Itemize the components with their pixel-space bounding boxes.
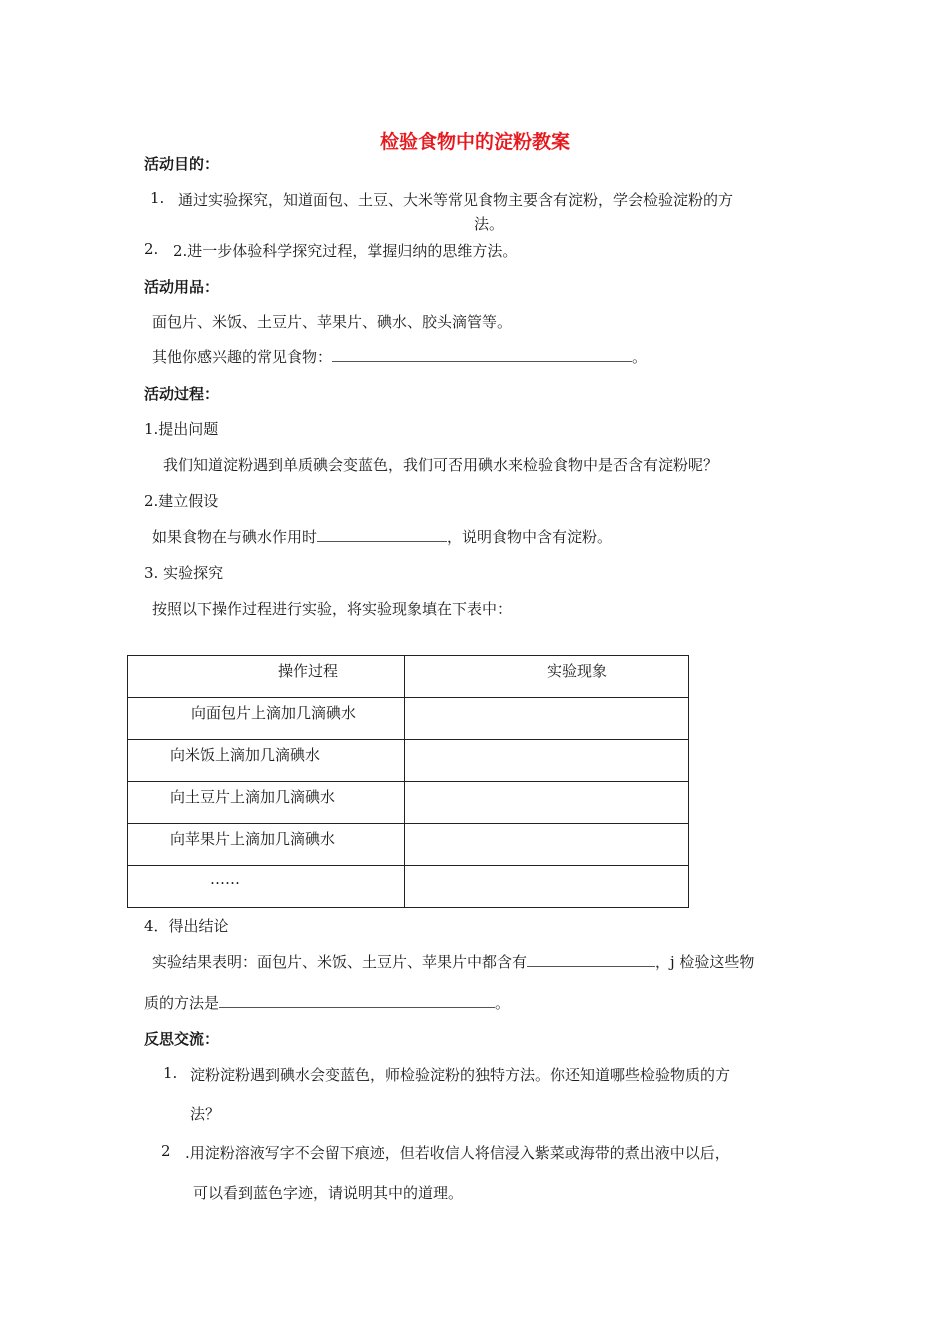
conclusion-blank-1[interactable] [527, 952, 655, 967]
observation-cell[interactable] [405, 866, 689, 908]
materials-heading: 活动用品： [144, 278, 220, 296]
procedure-cell: …… [128, 866, 405, 908]
objective-1-line2: 法。 [474, 215, 505, 233]
table-row [128, 824, 689, 866]
conclusion-line1 [152, 951, 754, 972]
reflection-1-number: 1. [163, 1064, 178, 1082]
reflection-1-line1: 淀粉淀粉遇到碘水会变蓝色，师检验淀粉的独特方法。你还知道哪些检验物质的方 [190, 1066, 731, 1084]
table-row [128, 740, 689, 782]
procedure-cell: 向土豆片上滴加几滴碘水 [128, 782, 405, 824]
reflection-heading: 反思交流： [144, 1030, 220, 1048]
table-header-row [128, 656, 689, 698]
other-foods-label: 其他你感兴趣的常见食物： [152, 348, 333, 366]
table-row [128, 698, 689, 740]
step1-text: 我们知道淀粉遇到单质碘会变蓝色，我们可否用碘水来检验食物中是否含有淀粉呢？ [163, 456, 719, 474]
procedure-cell: 向米饭上滴加几滴碘水 [128, 740, 405, 782]
step3-text: 按照以下操作过程进行实验，将实验现象填在下表中： [152, 600, 513, 618]
step1-title: 1.提出问题 [144, 420, 219, 438]
hypothesis-suffix: ，说明食物中含有淀粉。 [447, 528, 613, 546]
reflection-2-line1: .用淀粉溶液写字不会留下痕迹，但若收信人将信浸入紫菜或海带的煮出液中以后， [185, 1144, 730, 1162]
step3-title: 3. 实验探究 [144, 564, 224, 582]
experiment-table [127, 655, 689, 908]
objective-2-text: 2.进一步体验科学探究过程，掌握归纳的思维方法。 [173, 242, 518, 260]
step4-title: 4．得出结论 [144, 917, 229, 935]
objectives-heading: 活动目的： [144, 155, 220, 173]
reflection-2-number: 2 [161, 1142, 171, 1160]
conclusion-line1-prefix: 实验结果表明：面包片、米饭、土豆片、苹果片中都含有 [152, 953, 528, 971]
materials-list: 面包片、米饭、土豆片、苹果片、碘水、胶头滴管等。 [152, 313, 513, 331]
reflection-1-line2: 法？ [190, 1105, 221, 1123]
hypothesis-blank[interactable] [317, 527, 447, 542]
conclusion-blank-2[interactable] [219, 993, 495, 1008]
observation-cell[interactable] [405, 740, 689, 782]
other-foods-end: 。 [632, 348, 648, 366]
conclusion-line1-suffix: ，j 检验这些物 [655, 953, 755, 971]
procedure-cell: 向面包片上滴加几滴碘水 [128, 698, 405, 740]
header-observation: 实验现象 [405, 656, 689, 698]
other-foods-blank[interactable] [332, 347, 632, 362]
objective-2-number: 2. [144, 240, 159, 258]
header-procedure: 操作过程 [128, 656, 405, 698]
table-row [128, 866, 689, 908]
objective-1-number: 1. [150, 189, 165, 207]
step2-title: 2.建立假设 [144, 492, 219, 510]
hypothesis-line [152, 526, 612, 547]
page-title: 检验食物中的淀粉教案 [379, 131, 570, 153]
reflection-2-line2: 可以看到蓝色字迹，请说明其中的道理。 [193, 1184, 464, 1202]
hypothesis-prefix: 如果食物在与碘水作用时 [152, 528, 318, 546]
observation-cell[interactable] [405, 824, 689, 866]
other-foods-line [152, 346, 647, 367]
observation-cell[interactable] [405, 698, 689, 740]
conclusion-line2 [144, 992, 510, 1013]
table-row [128, 782, 689, 824]
observation-cell[interactable] [405, 782, 689, 824]
procedure-cell: 向苹果片上滴加几滴碘水 [128, 824, 405, 866]
process-heading: 活动过程： [144, 385, 220, 403]
conclusion-line2-suffix: 。 [495, 994, 511, 1012]
objective-1-line1: 通过实验探究，知道面包、土豆、大米等常见食物主要含有淀粉，学会检验淀粉的方 [178, 191, 734, 209]
conclusion-line2-prefix: 质的方法是 [144, 994, 220, 1012]
